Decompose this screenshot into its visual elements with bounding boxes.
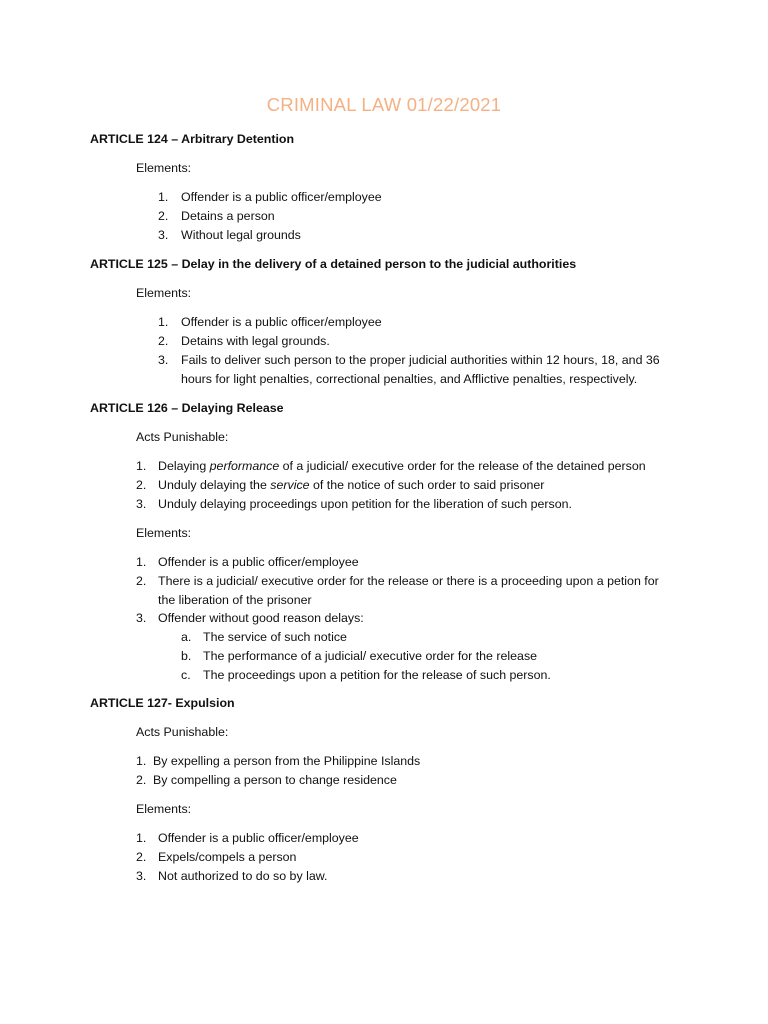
list-marker: 2. xyxy=(158,334,169,348)
emphasis-text: service xyxy=(270,478,310,492)
sublist-marker: b. xyxy=(181,649,192,663)
list-marker: 3. xyxy=(158,228,169,242)
list-marker: 2. xyxy=(136,850,147,864)
list-item: Unduly delaying the service of the notice of such order to said prisoner xyxy=(158,478,545,492)
list-marker: 1. xyxy=(136,555,147,569)
emphasis-text: performance xyxy=(209,459,280,473)
sublist-item: The performance of a judicial/ executive order for the release xyxy=(203,649,538,663)
list-item: Expels/compels a person xyxy=(158,850,297,864)
sublist-item: The proceedings upon a petition for the release of such person. xyxy=(203,668,551,682)
article-127-heading: ARTICLE 127- Expulsion xyxy=(90,696,235,710)
list-item: Without legal grounds xyxy=(181,228,301,242)
list-marker: 2. xyxy=(158,209,169,223)
list-item: There is a judicial/ executive order for the release or there is a proceeding upon a petion for xyxy=(158,574,659,588)
sublist-marker: a. xyxy=(181,630,192,644)
list-item: Detains with legal grounds. xyxy=(181,334,330,348)
article-124-elements-label: Elements: xyxy=(136,161,192,175)
sublist-item: The service of such notice xyxy=(203,630,347,644)
list-item: Offender is a public officer/employee xyxy=(158,831,359,845)
list-marker: 1. xyxy=(136,459,147,473)
list-marker: 2. xyxy=(136,773,147,787)
article-127-acts-label: Acts Punishable: xyxy=(136,725,229,739)
article-126-heading: ARTICLE 126 – Delaying Release xyxy=(90,401,284,415)
document-title: CRIMINAL LAW 01/22/2021 xyxy=(266,94,502,115)
list-marker: 1. xyxy=(136,754,147,768)
list-item-continuation: hours for light penalties, correctional penalties, and Afflictive penalties, respectively. xyxy=(181,372,638,386)
list-item: Offender is a public officer/employee xyxy=(181,315,382,329)
list-item: By compelling a person to change residence xyxy=(153,773,397,787)
list-marker: 3. xyxy=(158,353,169,367)
article-124-heading: ARTICLE 124 – Arbitrary Detention xyxy=(90,132,295,146)
list-marker: 2. xyxy=(136,574,147,588)
article-125-elements-label: Elements: xyxy=(136,286,192,300)
list-marker: 1. xyxy=(158,315,169,329)
article-126-elements-label: Elements: xyxy=(136,526,192,540)
list-item: Fails to deliver such person to the proper judicial authorities within 12 hours, 18, and 36 xyxy=(181,353,660,367)
list-marker: 2. xyxy=(136,478,147,492)
list-marker: 1. xyxy=(136,831,147,845)
list-item: By expelling a person from the Philippine Islands xyxy=(153,754,421,768)
list-item: Delaying performance of a judicial/ executive order for the release of the detained person xyxy=(158,459,646,473)
list-item-continuation: the liberation of the prisoner xyxy=(158,593,312,607)
list-item: Offender is a public officer/employee xyxy=(158,555,359,569)
sublist-marker: c. xyxy=(181,668,191,682)
list-marker: 3. xyxy=(136,611,147,625)
list-item: Unduly delaying proceedings upon petition for the liberation of such person. xyxy=(158,497,572,511)
list-item: Offender without good reason delays: xyxy=(158,611,364,625)
list-item: Detains a person xyxy=(181,209,275,223)
list-item: Not authorized to do so by law. xyxy=(158,869,328,883)
article-126-acts-label: Acts Punishable: xyxy=(136,430,229,444)
article-125-heading: ARTICLE 125 – Delay in the delivery of a detained person to the judicial authorities xyxy=(90,257,577,271)
list-item: Offender is a public officer/employee xyxy=(181,190,382,204)
list-marker: 3. xyxy=(136,869,147,883)
list-marker: 1. xyxy=(158,190,169,204)
list-marker: 3. xyxy=(136,497,147,511)
article-127-elements-label: Elements: xyxy=(136,802,192,816)
